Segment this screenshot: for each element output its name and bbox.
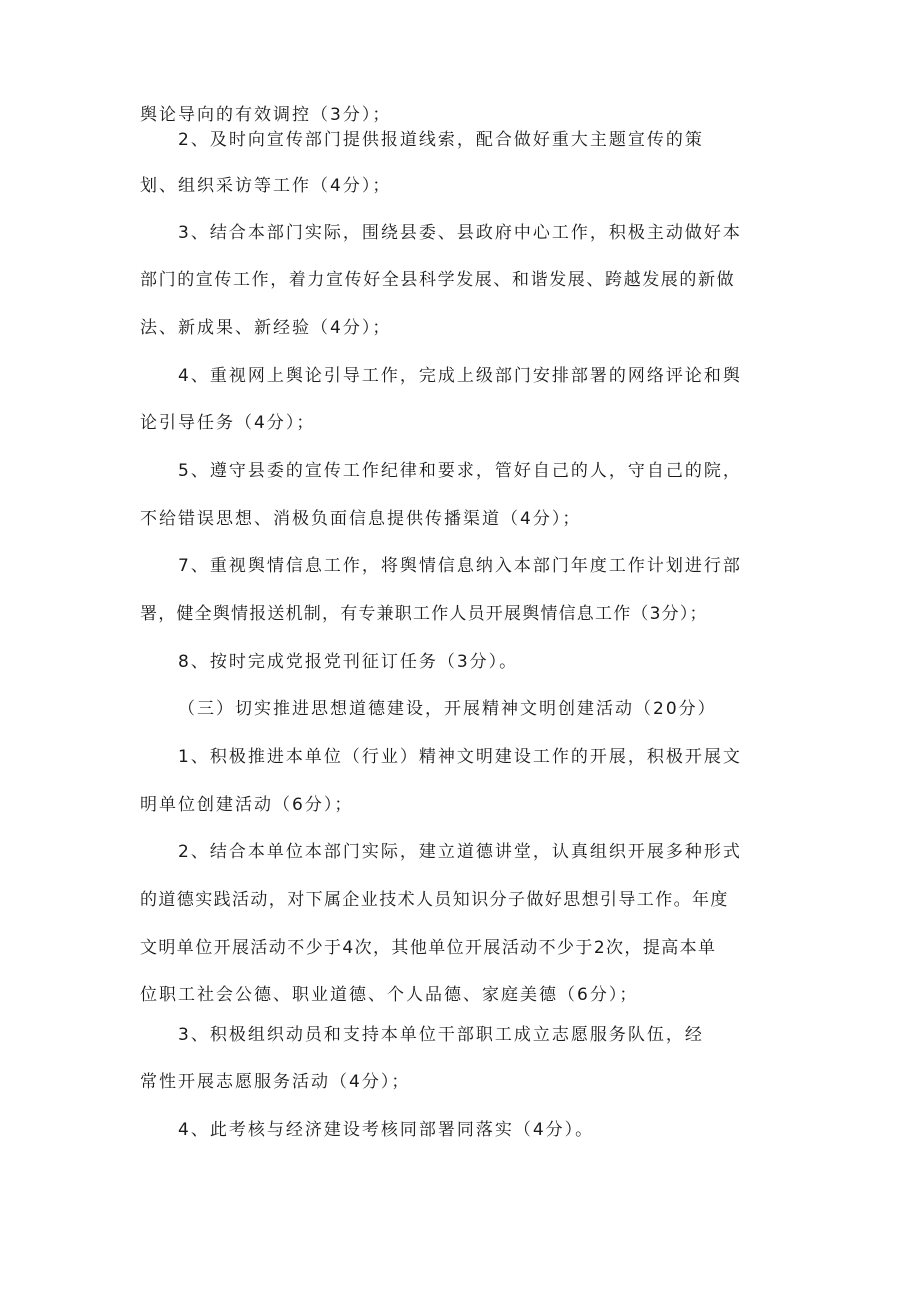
text-line: 的道德实践活动，对下属企业技术人员知识分子做好思想引导工作。年度 [140, 890, 729, 910]
text-line: 署，健全舆情报送机制，有专兼职工作人员开展舆情信息工作（3分）； [140, 604, 708, 624]
text-line: 位职工社会公德、职业道德、个人品德、家庭美德（6分）； [140, 985, 639, 1005]
text-line: 法、新成果、新经验（4分）； [140, 318, 392, 338]
text-line: 部门的宣传工作，着力宣传好全县科学发展、和谐发展、跨越发展的新做 [140, 270, 736, 290]
text-line: 划、组织采访等工作（4分）； [140, 176, 392, 196]
text-line: 1、积极推进本单位（行业）精神文明建设工作的开展，积极开展文 [178, 747, 742, 767]
text-line: 4、此考核与经济建设考核同部署同落实（4分）。 [178, 1120, 595, 1140]
text-line: 论引导任务（4分）； [140, 413, 316, 433]
text-line: 3、积极组织动员和支持本单位干部职工成立志愿服务队伍，经 [178, 1025, 704, 1045]
text-line: 4、重视网上舆论引导工作，完成上级部门安排部署的网络评论和舆 [178, 366, 742, 386]
text-line: 2、结合本单位本部门实际，建立道德讲堂，认真组织开展多种形式 [178, 842, 742, 862]
text-line: 文明单位开展活动不少于4次，其他单位开展活动不少于2次，提高本单 [140, 938, 717, 958]
text-line: 常性开展志愿服务活动（4分）； [140, 1072, 411, 1092]
text-line: 不给错误思想、消极负面信息提供传播渠道（4分）； [140, 509, 582, 529]
text-line: 3、结合本部门实际，围绕县委、县政府中心工作，积极主动做好本 [178, 223, 742, 243]
text-line: 2、及时向宣传部门提供报道线索，配合做好重大主题宣传的策 [178, 130, 704, 150]
text-line: 舆论导向的有效调控（3分）； [140, 105, 392, 125]
text-line: 明单位创建活动（6分）； [140, 795, 354, 815]
text-line: 8、按时完成党报党刊征订任务（3分）。 [178, 652, 519, 672]
section-heading: （三）切实推进思想道德建设，开展精神文明创建活动（20分） [178, 699, 717, 719]
text-line: 5、遵守县委的宣传工作纪律和要求，管好自己的人，守自己的院， [178, 461, 742, 481]
text-line: 7、重视舆情信息工作，将舆情信息纳入本部门年度工作计划进行部 [178, 556, 742, 576]
